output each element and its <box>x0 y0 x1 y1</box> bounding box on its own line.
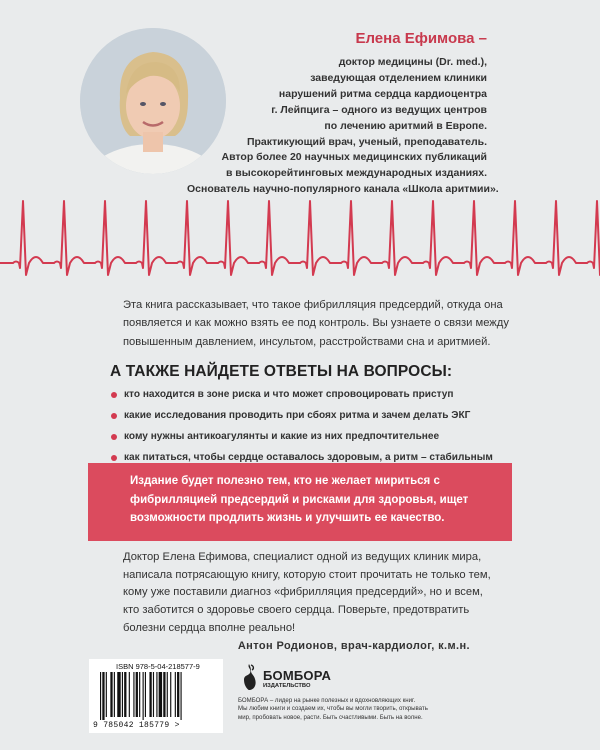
barcode-bars <box>100 672 212 720</box>
barcode-bar <box>129 672 130 717</box>
barcode-bar <box>139 672 140 717</box>
bio-line: Основатель научно-популярного канала «Школа аритмии». <box>187 183 499 196</box>
questions-list <box>110 388 493 472</box>
intro-line: повышенным давлением, инсультом, расстройствами сна и аритмией. <box>123 335 491 348</box>
barcode-bar <box>114 672 115 717</box>
bullet-dot-icon <box>111 434 117 440</box>
bio-line: Практикующий врач, ученый, преподаватель. <box>246 135 487 148</box>
bio-line: г. Лейпцига – одного из ведущих центров <box>271 103 487 116</box>
barcode-bar <box>153 672 154 717</box>
list-item-text: как питаться, чтобы сердце оставалось здоровым, а ритм – стабильным <box>124 452 493 463</box>
questions-heading: А ТАКЖЕ НАЙДЕТЕ ОТВЕТЫ НА ВОПРОСЫ: <box>110 363 453 380</box>
bullet-dot-icon <box>111 392 117 398</box>
isbn-text: ISBN 978-5-04-218577-9 <box>116 662 200 671</box>
barcode-bar <box>170 672 171 717</box>
barcode-bar <box>143 672 144 720</box>
review-line: болезни сердца вполне реально! <box>123 621 296 634</box>
barcode-bar <box>124 672 126 717</box>
bio-line: нарушений ритма сердца кардиоцентра <box>278 87 487 100</box>
callout-line: Издание будет полезно тем, кто не желает мириться с <box>130 475 440 487</box>
intro-line: появляется и как можно взять ее под контроль. Вы узнаете о связи между <box>123 317 509 330</box>
callout-line: возможности продлить жизнь и улучшить ее качество. <box>130 512 445 524</box>
barcode-bar <box>181 672 182 720</box>
review-line: Доктор Елена Ефимова, специалист одной из ведущих клиник мира, <box>123 551 482 563</box>
barcode-bar <box>177 672 179 717</box>
barcode-bar <box>149 672 151 717</box>
barcode-bar <box>117 672 120 717</box>
ecg-trace <box>0 201 600 275</box>
bullet-dot-icon <box>111 455 117 461</box>
bio-line: заведующая отделением клиники <box>310 71 487 84</box>
author-bio <box>187 55 499 198</box>
bullet-dot-icon <box>111 413 117 419</box>
barcode-bar <box>122 672 123 717</box>
author-name: Елена Ефимова – <box>355 30 487 47</box>
barcode-bar <box>145 672 146 717</box>
review-line: кто заботится о здоровье своего сердца. Поверьте, предотвратить <box>123 604 470 617</box>
barcode-bar <box>102 672 104 720</box>
publisher-line: мир, пробовать новое, расти. Быть счастливыми. Быть на волне. <box>238 713 423 721</box>
intro-line: Эта книга рассказывает, что такое фибрилляция предсердий, откуда она <box>123 299 503 311</box>
publisher-subtitle: ИЗДАТЕЛЬСТВО <box>263 683 311 689</box>
bio-line: Автор более 20 научных медицинских публикаций <box>221 151 487 164</box>
intro-paragraph <box>123 296 508 351</box>
publisher-description <box>238 697 478 722</box>
highlight-callout <box>88 463 512 541</box>
barcode-bar <box>167 672 168 717</box>
bio-line: по лечению аритмий в Европе. <box>324 119 487 132</box>
publisher-line: БОМБОРА – лидер на рынке полезных и вдохновляющих книг. <box>238 697 416 704</box>
list-item-text: кому нужны антикоагулянты и какие из них предпочтительнее <box>124 431 440 442</box>
review-signature: Антон Родионов, врач-кардиолог, к.м.н. <box>237 640 470 652</box>
ecg-heartbeat-line <box>0 185 600 285</box>
bombora-logo-icon <box>239 663 259 691</box>
bio-line: доктор медицины (Dr. med.), <box>338 56 487 68</box>
list-item-text: какие исследования проводить при сбоях ритма и зачем делать ЭКГ <box>124 410 471 421</box>
list-item <box>110 430 493 451</box>
barcode-bar <box>136 672 138 717</box>
list-item <box>110 409 493 430</box>
list-item <box>110 388 493 409</box>
isbn-barcode <box>89 659 223 733</box>
barcode-bar <box>163 672 165 717</box>
barcode-bar <box>110 672 112 717</box>
publisher-name: БОМБОРА <box>263 668 332 683</box>
review-quote <box>123 549 513 638</box>
callout-line: фибрилляцией предсердий и рисками для здоровья, ищет <box>130 493 469 506</box>
barcode-bar <box>175 672 176 717</box>
bio-line: в высокорейтинговых международных изданиях. <box>225 167 487 180</box>
barcode-number: 9 785042 185779 > <box>93 721 180 730</box>
barcode-bar <box>106 672 107 717</box>
barcode-bar <box>100 672 101 720</box>
barcode-bar <box>156 672 157 717</box>
review-line: написала потрясающую книгу, которую стоит прочитать не только тем, <box>123 568 491 581</box>
publisher-line: Мы любим книги и создаем их, чтобы вы могли творить, открывать <box>238 705 428 713</box>
review-line: кому уже поставили диагноз «фибрилляция предсердий», но и всем, <box>123 586 483 599</box>
barcode-bar <box>133 672 134 717</box>
barcode-bar <box>159 672 162 717</box>
list-item-text: кто находится в зоне риска и что может спровоцировать приступ <box>124 389 454 400</box>
